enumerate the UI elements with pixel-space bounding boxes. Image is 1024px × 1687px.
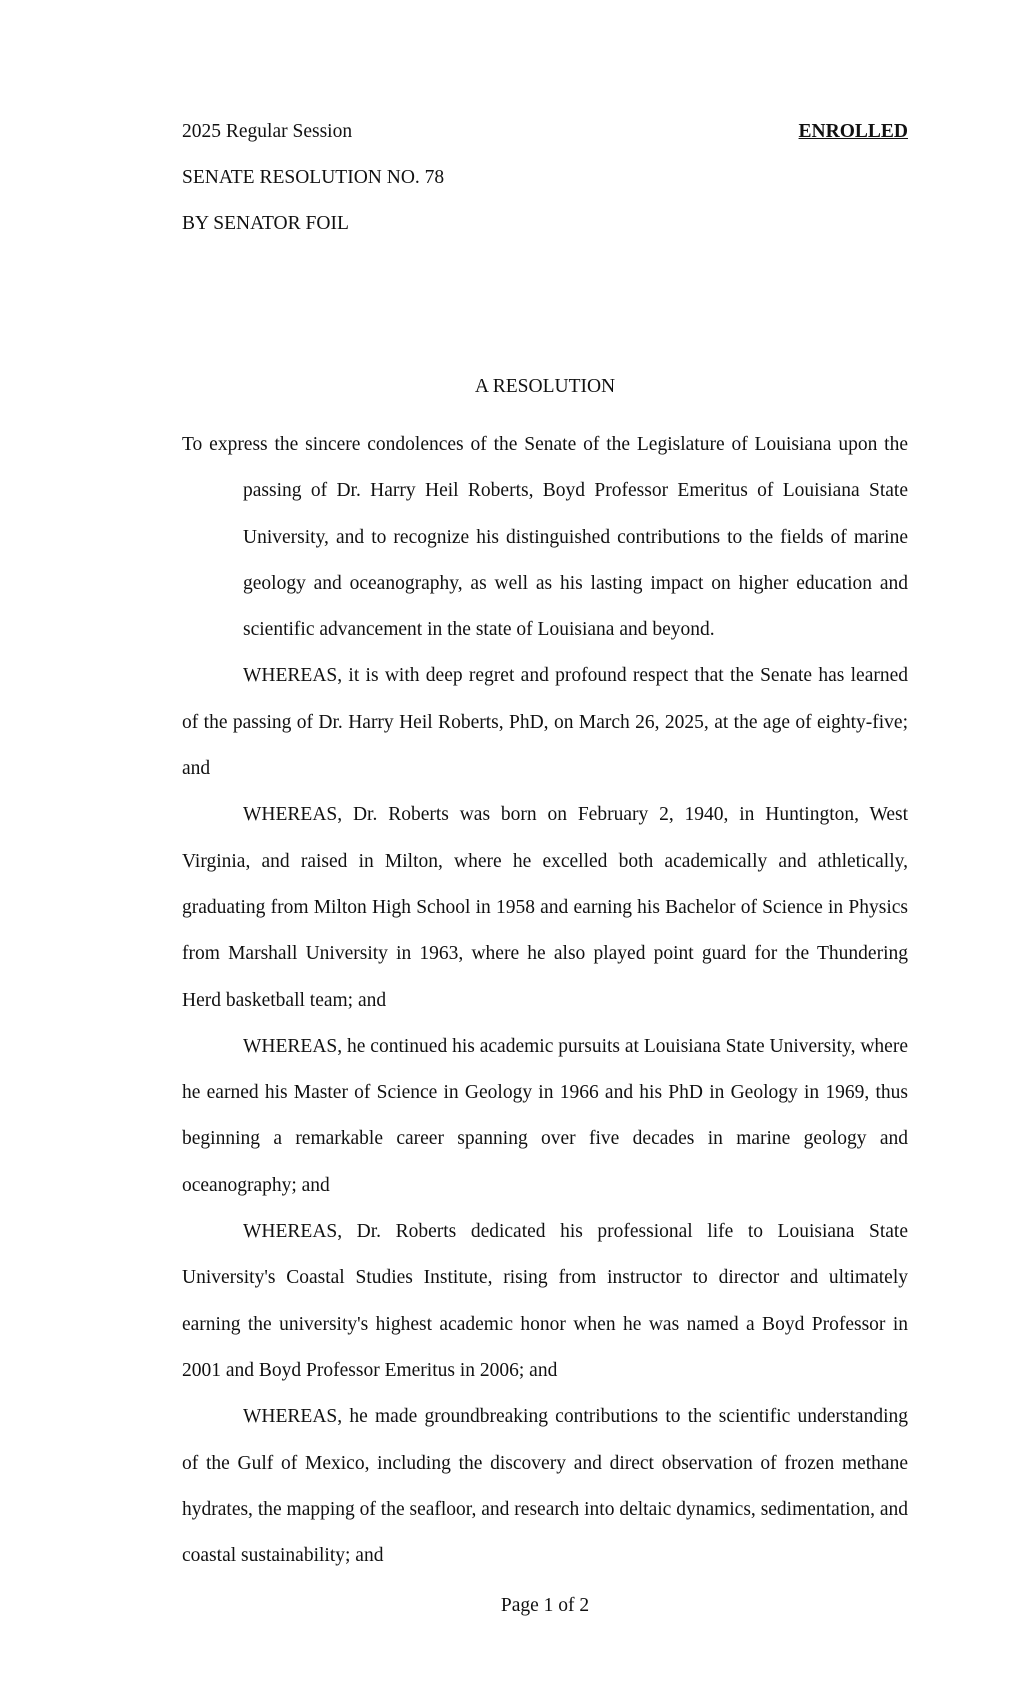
session-label: 2025 Regular Session [182,121,353,142]
resolution-body [182,422,908,1579]
whereas-clause-1: WHEREAS, it is with deep regret and profound respect that the Senate has learned of the passing of Dr. Harry Heil Roberts, PhD, on March 26, 2025, at the age of eighty-five; and [182,665,908,780]
whereas-clause-4: WHEREAS, Dr. Roberts dedicated his professional life to Louisiana State University's Coastal Studies Institute, rising from instructor to director and ultimately earning the university's highest academic honor when he was named a Boyd Professor in 2001 and Boyd Professor Emeritus in 2006; and [182,1221,908,1381]
whereas-clause-2: WHEREAS, Dr. Roberts was born on February 2, 1940, in Huntington, West Virginia, and raised in Milton, where he excelled both academically and athletically, graduating from Milton High School in 1958 and earning his Bachelor of Science in Physics from Marshall University in 1963, where he also played point guard for the Thundering Herd basketball team; and [182,804,908,1011]
page-number: Page 1 of 2 [500,1595,590,1616]
whereas-clause-3: WHEREAS, he continued his academic pursuits at Louisiana State University, where he earned his Master of Science in Geology in 1966 and his PhD in Geology in 1969, thus beginning a remarkable career spanning over five decades in marine geology and oceanography; and [182,1035,908,1196]
enrolled-status: ENROLLED [798,121,908,142]
document-title: A RESOLUTION [474,376,616,397]
author-line: BY SENATOR FOIL [182,213,349,234]
purpose-paragraph: To express the sincere condolences of the Senate of the Legislature of Louisiana upon the passing of Dr. Harry Heil Roberts, Boyd Professor Emeritus of Louisiana State University, and to recognize his distinguished contributions to the fields of marine geology and oceanography, as well as his lasting impact on higher education and scientific advancement in the state of Louisiana and beyond. [182,434,908,641]
session-row [182,120,908,144]
whereas-clause-5: WHEREAS, he made groundbreaking contributions to the scientific understanding of the Gulf of Mexico, including the discovery and direct observation of frozen methane hydrates, the mapping of the seafloor, and research into deltaic dynamics, sedimentation, and coastal sustainability; and [182,1406,908,1567]
resolution-number: SENATE RESOLUTION NO. 78 [182,167,445,188]
